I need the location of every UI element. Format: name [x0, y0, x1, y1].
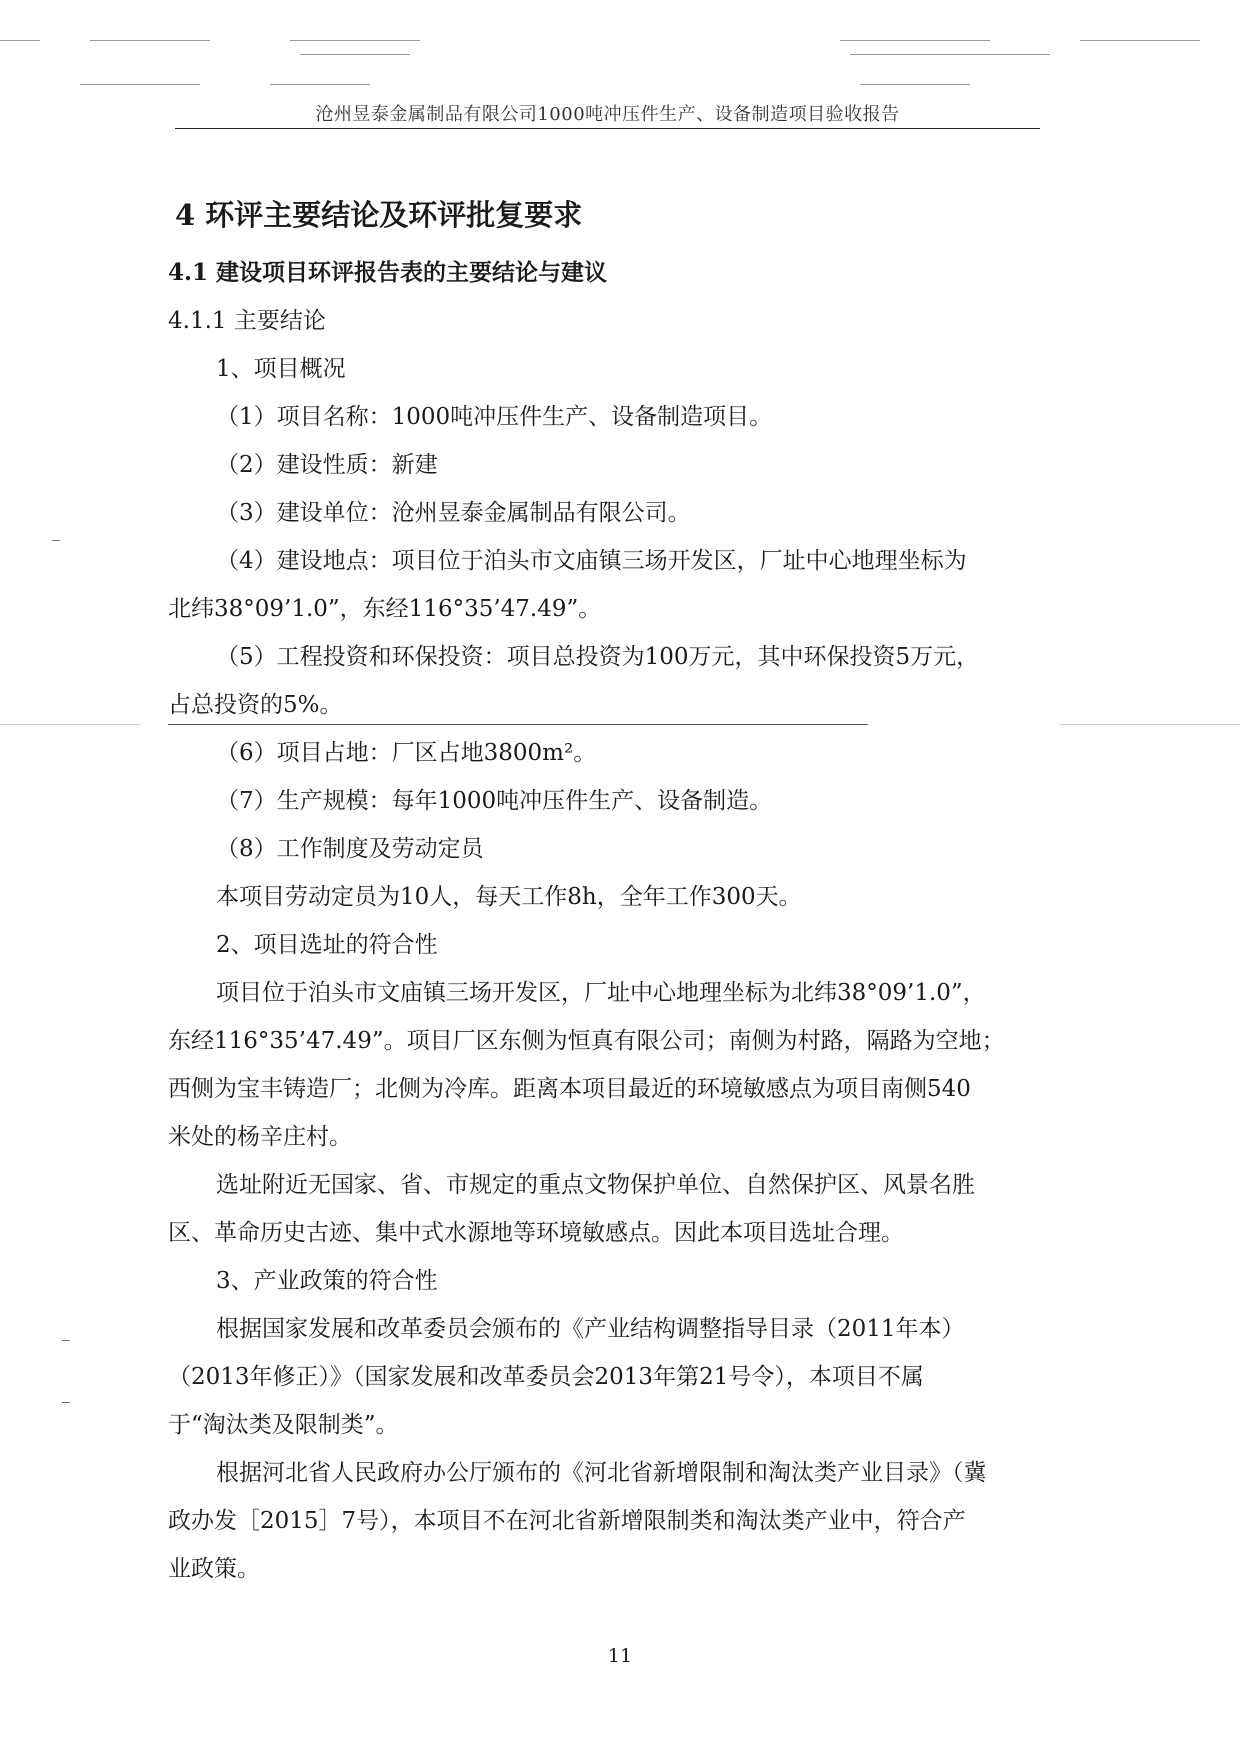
list-item: （6）项目占地：厂区占地3800m²。	[216, 740, 597, 766]
scan-artifact-line	[0, 40, 40, 41]
scan-artifact-line	[1060, 724, 1240, 725]
paragraph-heading: 1、项目概况	[216, 356, 346, 382]
scan-artifact-line	[270, 84, 370, 85]
scan-artifact-line	[0, 724, 140, 725]
paragraph-line: 项目位于泊头市文庙镇三场开发区，厂址中心地理坐标为北纬38°09’1.0”，	[216, 980, 986, 1006]
paragraph-line: 于“淘汰类及限制类”。	[168, 1412, 399, 1438]
section-title: 4 环评主要结论及环评批复要求	[175, 198, 583, 232]
scan-artifact-line	[840, 40, 990, 41]
list-item: （8）工作制度及劳动定员	[216, 836, 484, 862]
page-number: 11	[607, 1645, 633, 1667]
paragraph-line: 政办发［2015］7号），本项目不在河北省新增限制类和淘汰类产业中，符合产	[168, 1508, 966, 1534]
scan-artifact-line	[1080, 40, 1200, 41]
paragraph-line: 根据河北省人民政府办公厅颁布的《河北省新增限制和淘汰类产业目录》（冀	[216, 1460, 987, 1486]
list-item: （2）建设性质：新建	[216, 452, 438, 478]
subsection-title: 4.1 建设项目环评报告表的主要结论与建议	[168, 259, 608, 286]
paragraph-line: 区、革命历史古迹、集中式水源地等环境敏感点。因此本项目选址合理。	[168, 1220, 904, 1246]
scan-artifact-line	[290, 40, 420, 41]
paragraph-line: （2013年修正）》（国家发展和改革委员会2013年第21号令），本项目不属	[168, 1364, 924, 1390]
paragraph-line: 业政策。	[168, 1556, 260, 1582]
scan-artifact-line	[850, 54, 1050, 55]
paragraph-line: 根据国家发展和改革委员会颁布的《产业结构调整指导目录（2011年本）	[216, 1316, 965, 1342]
scan-artifact-line	[300, 54, 410, 55]
paragraph: 本项目劳动定员为10人，每天工作8h，全年工作300天。	[216, 884, 802, 910]
underline-rule	[168, 724, 868, 725]
subsubsection-title: 4.1.1 主要结论	[168, 308, 326, 334]
paragraph-line: 选址附近无国家、省、市规定的重点文物保护单位、自然保护区、风景名胜	[216, 1172, 975, 1198]
list-item: （5）工程投资和环保投资：项目总投资为100万元，其中环保投资5万元，	[216, 644, 980, 670]
list-item-continuation: 占总投资的5%。	[168, 692, 343, 718]
paragraph-line: 东经116°35’47.49”。项目厂区东侧为恒真有限公司；南侧为村路，隔路为空地；	[168, 1028, 1005, 1054]
paragraph-heading: 2、项目选址的符合性	[216, 932, 438, 958]
list-item: （4）建设地点：项目位于泊头市文庙镇三场开发区，厂址中心地理坐标为	[216, 548, 967, 574]
list-item-continuation: 北纬38°09’1.0”，东经116°35’47.49”。	[168, 596, 602, 622]
list-item: （3）建设单位：沧州昱泰金属制品有限公司。	[216, 500, 691, 526]
list-item: （7）生产规模：每年1000吨冲压件生产、设备制造。	[216, 788, 773, 814]
list-item: （1）项目名称：1000吨冲压件生产、设备制造项目。	[216, 404, 773, 430]
scan-artifact-line	[860, 84, 970, 85]
margin-mark	[62, 1340, 70, 1341]
scan-artifact-line	[80, 84, 200, 85]
margin-mark	[52, 540, 60, 541]
running-header: 沧州昱泰金属制品有限公司1000吨冲压件生产、设备制造项目验收报告	[315, 104, 900, 125]
margin-mark	[62, 1402, 70, 1403]
header-rule	[175, 128, 1040, 129]
scan-artifact-line	[90, 40, 210, 41]
paragraph-heading: 3、产业政策的符合性	[216, 1268, 438, 1294]
paragraph-line: 西侧为宝丰铸造厂；北侧为冷库。距离本项目最近的环境敏感点为项目南侧540	[168, 1076, 971, 1102]
paragraph-line: 米处的杨辛庄村。	[168, 1124, 352, 1150]
